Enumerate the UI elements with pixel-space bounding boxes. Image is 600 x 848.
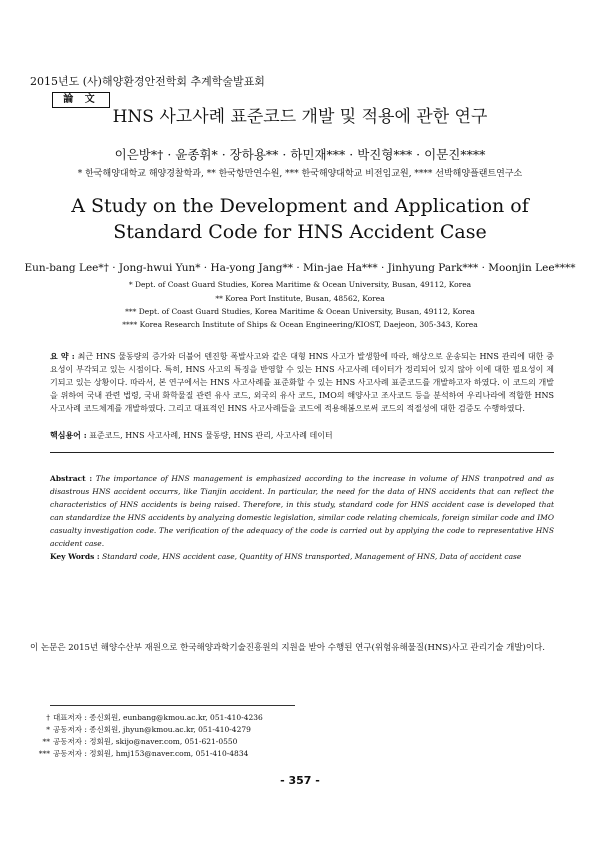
- english-affiliation-4: **** Korea Research Institute of Ships & Ocean Engineering/KIOST, Daejeon, 305-343, Korea: [122, 320, 478, 329]
- footnote-coauthor-2: [20, 736, 420, 747]
- section-divider: [50, 452, 554, 453]
- korean-keywords-text: 표준코드, HNS 사고사례, HNS 물동량, HNS 관리, 사고사례 데이터: [89, 431, 333, 440]
- korean-abstract-text: 최근 HNS 물동량의 증가와 더불어 텐진항 폭발사고와 같은 대형 HNS 사고가 발생함에 따라, 해상으로 운송되는 HNS 관리에 대한 중요성이 부각되고 있는 시점이다. 특히, HNS 사고의 특징을 반영할 수 있는 HNS 사고사례 데이터가 정리되어 있지 않아 이에 대한 필요성이 제기되고 있는 상황이다. 따라서, 본 연구에서는 HNS 사고사례를 표준화할 수 있는 HNS 사고사례 표준코드를 개발하고자 하였다. 이 코드의 개발을 위하여 국내 관련 법령, 국내 화학물질 관련 유사 코드, 외국의 유사 코드, IMO의 해양사고 조사코드 등을 분석하여 우리나라에 적합한 HNS 사고사례 코드체계를 개발하였다. 그리고 대표적인 HNS 사고사례들을 코드에 적용해봄으로써 코드의 적절성에 대한 검증도 수행하였다.: [50, 352, 554, 413]
- english-keywords: [50, 552, 521, 561]
- english-abstract: [50, 472, 554, 550]
- english-abstract-label: Abstract :: [50, 474, 93, 483]
- korean-title: HNS 사고사례 표준코드 개발 및 적용에 관한 연구: [112, 107, 488, 127]
- korean-affiliations: * 한국해양대학교 해양경찰학과, ** 한국항만연수원, *** 한국해양대학교 비전임교원, **** 선박해양플랜트연구소: [77, 169, 523, 179]
- footnote-text: 공동저자 : 정회원, skijo@naver.com, 051-621-0550: [53, 737, 238, 746]
- korean-abstract: [50, 350, 554, 415]
- footnote-rule: [50, 705, 295, 706]
- article-type-badge: 論 文: [52, 92, 110, 108]
- korean-abstract-label: 요 약 :: [50, 351, 75, 361]
- korean-keywords-label: 핵심용어 :: [50, 430, 87, 440]
- english-title: A Study on the Development and Application of Standard Code for HNS Accident Case: [71, 195, 529, 243]
- footnote-mark: ***: [38, 749, 50, 758]
- english-abstract-text: The importance of HNS management is emphasized according to the increase in volume of HNS tranpotred and as disastrous HNS accident occurrs, like Tianjin accident. In particular, the need for the data of HNS accidents that can reflect the characteristics of HNS accidents is being raised. Therefore, in this study, standard code for HNS accident case is developed that can standardize the HNS accidents by analyzing domestic legislation, similar code relating chemicals, foreign similar code and IMO casualty investigation code. The verification of the adequacy of the code is carried out by applying the code to representative HNS accident case.: [50, 474, 554, 548]
- korean-authors: 이은방*† · 윤종휘* · 장하용** · 하민재*** · 박진형*** · 이문진****: [114, 147, 486, 162]
- conference-header: 2015년도 (사)해양환경안전학회 추계학술발표회: [30, 75, 265, 88]
- english-affiliation-3: *** Dept. of Coast Guard Studies, Korea Maritime & Ocean University, Busan, 49112, Korea: [125, 307, 475, 316]
- footnote-mark: **: [42, 737, 50, 746]
- english-affiliation-2: ** Korea Port Institute, Busan, 48562, Korea: [215, 294, 385, 303]
- footnote-text: 공동저자 : 종신회원, jhyun@kmou.ac.kr, 051-410-4279: [53, 725, 251, 734]
- page-number: - 357 -: [280, 774, 320, 787]
- korean-keywords: [50, 430, 333, 441]
- english-keywords-label: Key Words :: [50, 552, 100, 561]
- footnote-text: 대표저자 : 종신회원, eunbang@kmou.ac.kr, 051-410-4236: [53, 713, 263, 722]
- english-affiliation-1: * Dept. of Coast Guard Studies, Korea Maritime & Ocean University, Busan, 49112, Korea: [128, 280, 472, 289]
- footnote-text: 공동저자 : 정회원, hmj153@naver.com, 051-410-4834: [53, 749, 249, 758]
- footnote-coauthor-1: [20, 724, 420, 735]
- english-keywords-text: Standard code, HNS accident case, Quantity of HNS transported, Management of HNS, Data of accident case: [102, 552, 522, 561]
- footnote-corresponding-author: [20, 712, 420, 723]
- footnote-coauthor-3: [20, 748, 420, 759]
- english-authors: Eun-bang Lee*† · Jong-hwui Yun* · Ha-yong Jang** · Min-jae Ha*** · Jinhyung Park*** · Moonjin Lee****: [24, 262, 576, 274]
- footnote-mark: †: [46, 713, 50, 722]
- funding-note: 이 논문은 2015년 해양수산부 재원으로 한국해양과학기술진흥원의 지원을 받아 수행된 연구(위험유해물질(HNS)사고 관리기술 개발)이다.: [30, 643, 545, 653]
- footnote-mark: *: [46, 725, 50, 734]
